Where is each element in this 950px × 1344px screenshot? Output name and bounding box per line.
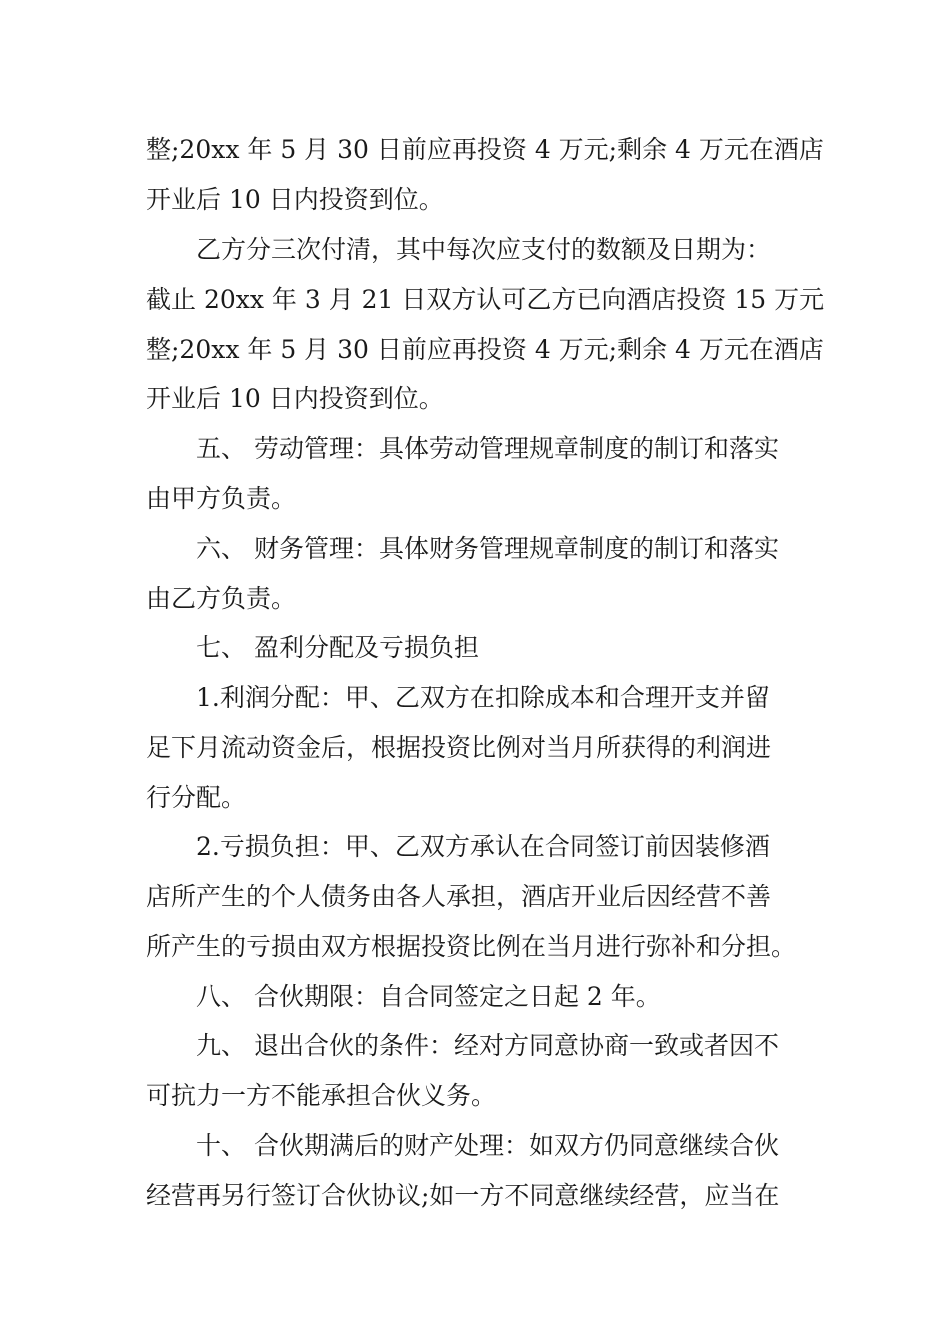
text-line: 行分配。 [146, 783, 247, 812]
text-line: 开业后 10 日内投资到位。 [146, 384, 444, 413]
text-line: 乙方分三次付清，其中每次应支付的数额及日期为： [196, 235, 772, 264]
text-line: 整;20xx 年 5 月 30 日前应再投资 4 万元;剩余 4 万元在酒店 [146, 135, 824, 164]
section-heading-profit: 七、 盈利分配及亏损负担 [196, 633, 479, 662]
section-heading-property: 十、 合伙期满后的财产处理：如双方仍同意继续合伙 [196, 1131, 779, 1160]
text-line: 截止 20xx 年 3 月 21 日双方认可乙方已向酒店投资 15 万元 [146, 285, 825, 314]
section-heading-finance: 六、 财务管理：具体财务管理规章制度的制订和落实 [196, 534, 779, 563]
text-line: 2.亏损负担：甲、乙双方承认在合同签订前因装修酒 [196, 832, 770, 861]
text-line: 由乙方负责。 [146, 584, 297, 613]
text-line: 开业后 10 日内投资到位。 [146, 185, 444, 214]
section-heading-term: 八、 合伙期限：自合同签定之日起 2 年。 [196, 982, 661, 1011]
text-line: 可抗力一方不能承担合伙义务。 [146, 1081, 497, 1110]
section-heading-exit: 九、 退出合伙的条件：经对方同意协商一致或者因不 [196, 1031, 779, 1060]
text-line: 所产生的亏损由双方根据投资比例在当月进行弥补和分担。 [146, 932, 797, 961]
text-line: 经营再另行签订合伙协议;如一方不同意继续经营，应当在 [146, 1181, 780, 1210]
section-heading-labor: 五、 劳动管理：具体劳动管理规章制度的制订和落实 [196, 434, 779, 463]
text-line: 足下月流动资金后，根据投资比例对当月所获得的利润进 [146, 733, 772, 762]
text-line: 整;20xx 年 5 月 30 日前应再投资 4 万元;剩余 4 万元在酒店 [146, 335, 824, 364]
text-line: 店所产生的个人债务由各人承担，酒店开业后因经营不善 [146, 882, 772, 911]
text-line: 由甲方负责。 [146, 484, 297, 513]
text-line: 1.利润分配：甲、乙双方在扣除成本和合理开支并留 [196, 683, 770, 712]
